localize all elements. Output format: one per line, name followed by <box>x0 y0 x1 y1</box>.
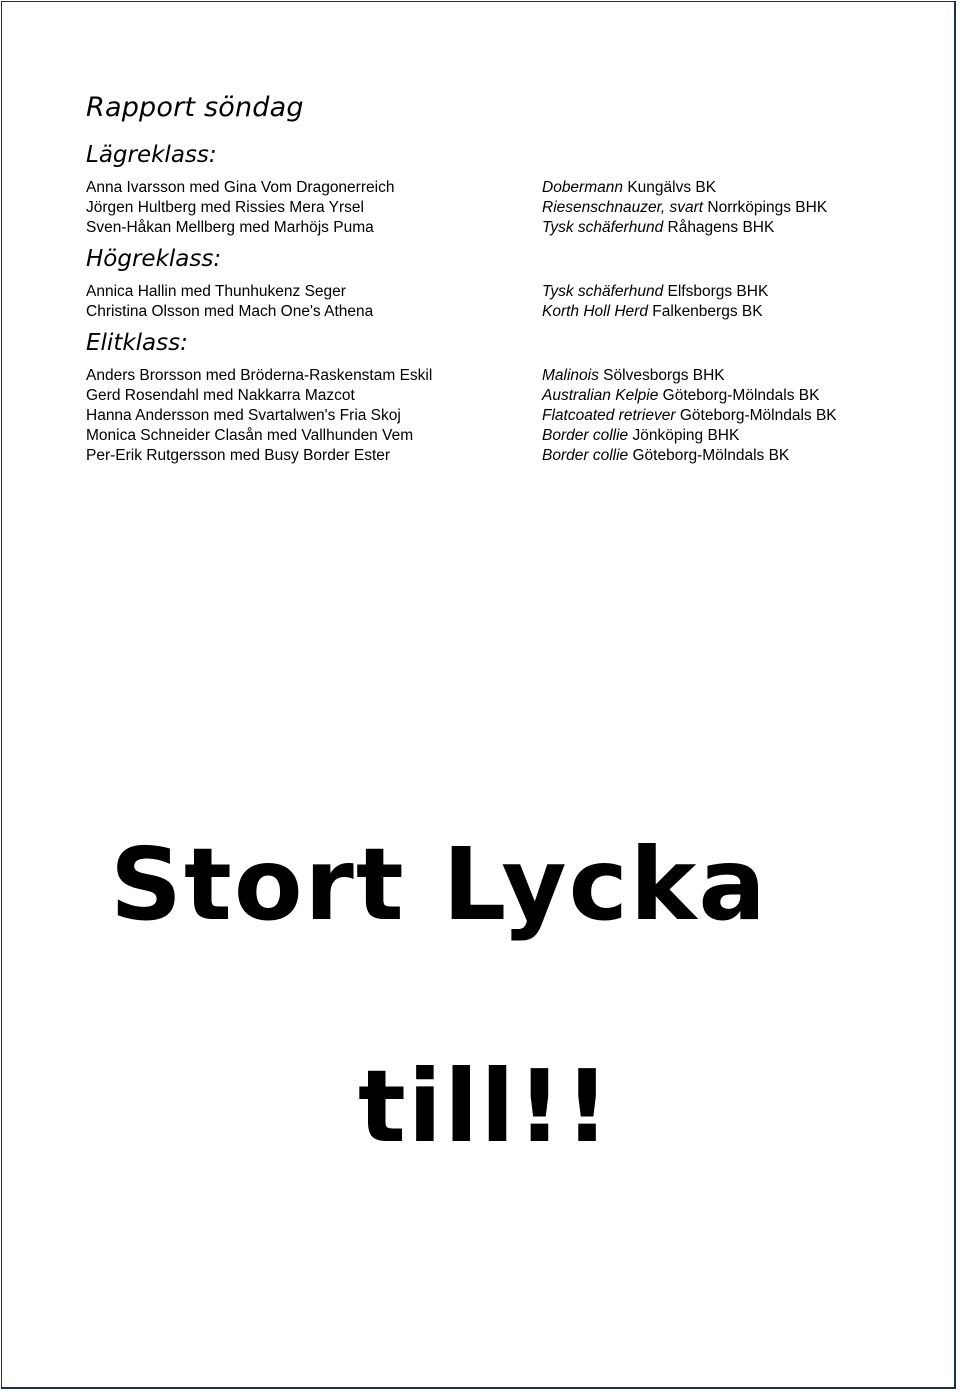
handler-entry: Sven-Håkan Mellberg med Marhöjs Puma <box>86 219 374 236</box>
breed-name: Border collie <box>542 447 629 464</box>
breed-name: Border collie <box>542 427 629 444</box>
breed-club-entry <box>542 446 789 466</box>
handler-entry: Christina Olsson med Mach One's Athena <box>86 303 374 320</box>
breed-club-entry <box>542 218 774 238</box>
club-name: Sölvesborgs BHK <box>603 367 725 384</box>
club-name: Elfsborgs BHK <box>667 283 769 300</box>
closing-line-2: till!! <box>358 1048 612 1165</box>
breed-name: Australian Kelpie <box>542 387 659 404</box>
page <box>1 1 956 1389</box>
handler-entry: Hanna Andersson med Svartalwen's Fria Skoj <box>86 407 401 424</box>
handler-entry: Per-Erik Rutgersson med Busy Border Ester <box>86 447 391 464</box>
breed-club-entry <box>542 198 827 218</box>
breed-club-entry <box>542 302 763 322</box>
club-name: Göteborg-Mölndals BK <box>632 447 790 464</box>
breed-name: Dobermann <box>542 179 623 196</box>
breed-club-entry <box>542 406 837 426</box>
breed-name: Flatcoated retriever <box>542 407 676 424</box>
club-name: Norrköpings BHK <box>707 199 828 216</box>
breed-club-entry <box>542 386 819 406</box>
club-name: Jönköping BHK <box>632 427 740 444</box>
breed-club-entry <box>542 282 768 302</box>
club-name: Göteborg-Mölndals BK <box>679 407 837 424</box>
breed-name: Korth Holl Herd <box>542 303 648 320</box>
breed-club-entry <box>542 178 716 198</box>
section-heading-elitklass: Elitklass: <box>86 330 188 356</box>
handler-entry: Jörgen Hultberg med Rissies Mera Yrsel <box>86 199 364 216</box>
handler-entry: Gerd Rosendahl med Nakkarra Mazcot <box>86 387 355 404</box>
handler-entry: Anna Ivarsson med Gina Vom Dragonerreich <box>86 179 395 196</box>
handler-entry: Anders Brorsson med Bröderna-Raskenstam Eskil <box>86 367 433 384</box>
club-name: Göteborg-Mölndals BK <box>662 387 820 404</box>
breed-name: Riesenschnauzer, svart <box>542 199 704 216</box>
breed-club-entry <box>542 366 725 386</box>
closing-line-1: Stort Lycka <box>110 826 768 943</box>
club-name: Råhagens BHK <box>667 219 775 236</box>
page-title: Rapport söndag <box>86 92 304 123</box>
breed-club-entry <box>542 426 739 446</box>
breed-name: Tysk schäferhund <box>542 283 664 300</box>
handler-entry: Monica Schneider Clasån med Vallhunden Vem <box>86 427 414 444</box>
section-heading-hogreklass: Högreklass: <box>86 246 222 272</box>
breed-name: Tysk schäferhund <box>542 219 664 236</box>
handler-entry: Annica Hallin med Thunhukenz Seger <box>86 283 346 300</box>
section-heading-lagreklass: Lägreklass: <box>86 142 217 168</box>
breed-name: Malinois <box>542 367 599 384</box>
club-name: Falkenbergs BK <box>652 303 763 320</box>
club-name: Kungälvs BK <box>627 179 717 196</box>
